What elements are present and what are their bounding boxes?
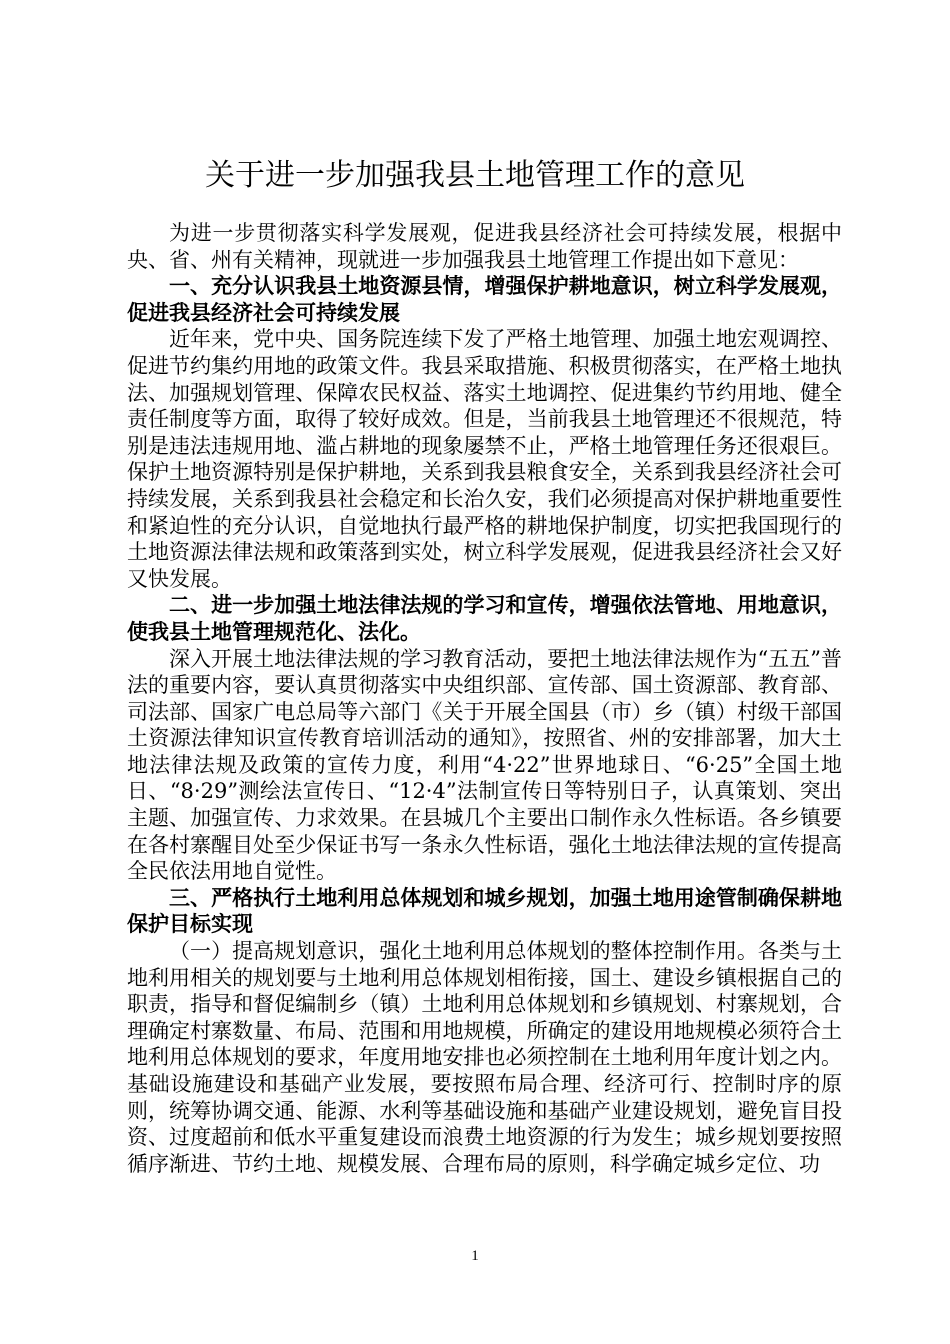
section-heading-2: 二、进一步加强土地法律法规的学习和宣传，增强依法管地、用地意识，使我县土地管理规范化、法化。 bbox=[127, 593, 842, 644]
document-body bbox=[127, 220, 842, 1177]
section-2-paragraph: 深入开展土地法律法规的学习教育活动，要把土地法律法规作为“五五”普法的重要内容，要认真贯彻落实中央组织部、宣传部、国土资源部、教育部、司法部、国家广电总局等六部门《关于开展全国县（市）乡（镇）村级干部国土资源法律知识宣传教育培训活动的通知》，按照省、州的安排部署，加大土地法律法规及政策的宣传力度，利用“4·22”世界地球日、“6·25”全国土地日、“8·29”测绘法宣传日、“12·4”法制宣传日等特别日子，认真策划、突出主题、加强宣传、力求效果。在县城几个主要出口制作永久性标语。各乡镇要在各村寨醒目处至少保证书写一条永久性标语，强化土地法律法规的宣传提高全民依法用地自觉性。 bbox=[127, 646, 842, 884]
document-title: 关于进一步加强我县土地管理工作的意见 bbox=[205, 158, 745, 193]
section-heading-3: 三、严格执行土地利用总体规划和城乡规划，加强土地用途管制确保耕地保护目标实现 bbox=[127, 885, 842, 937]
page-number: 1 bbox=[471, 1248, 479, 1264]
section-heading-1: 一、充分认识我县土地资源县情，增强保护耕地意识，树立科学发展观，促进我县经济社会可持续发展 bbox=[127, 274, 842, 325]
section-1-paragraph: 近年来，党中央、国务院连续下发了严格土地管理、加强土地宏观调控、促进节约集约用地的政策文件。我县采取措施、积极贯彻落实，在严格土地执法、加强规划管理、保障农民权益、落实土地调控、促进集约节约用地、健全责任制度等方面，取得了较好成效。但是，当前我县土地管理还不很规范，特别是违法违规用地、滥占耕地的现象屡禁不止，严格土地管理任务还很艰巨。保护土地资源特别是保护耕地，关系到我县粮食安全，关系到我县经济社会可持续发展，关系到我县社会稳定和长治久安，我们必须提高对保护耕地重要性和紧迫性的充分认识，自觉地执行最严格的耕地保护制度，切实把我国现行的土地资源法律法规和政策落到实处，树立科学发展观，促进我县经济社会又好又快发展。 bbox=[127, 327, 842, 591]
section-3-paragraph: （一）提高规划意识，强化土地利用总体规划的整体控制作用。各类与土地利用相关的规划要与土地利用总体规划相衔接，国土、建设乡镇根据自己的职责，指导和督促编制乡（镇）土地利用总体规划和乡镇规划、村寨规划，合理确定村寨数量、布局、范围和用地规模，所确定的建设用地规模必须符合土地利用总体规划的要求，年度用地安排也必须控制在土地利用年度计划之内。基础设施建设和基础产业发展，要按照布局合理、经济可行、控制时序的原则，统筹协调交通、能源、水利等基础设施和基础产业建设规划，避免盲目投资、过度超前和低水平重复建设而浪费土地资源的行为发生；城乡规划要按照循序渐进、节约土地、规模发展、合理布局的原则，科学确定城乡定位、功 bbox=[127, 939, 842, 1176]
intro-paragraph: 为进一步贯彻落实科学发展观，促进我县经济社会可持续发展，根据中央、省、州有关精神，现就进一步加强我县土地管理工作提出如下意见： bbox=[127, 221, 842, 272]
